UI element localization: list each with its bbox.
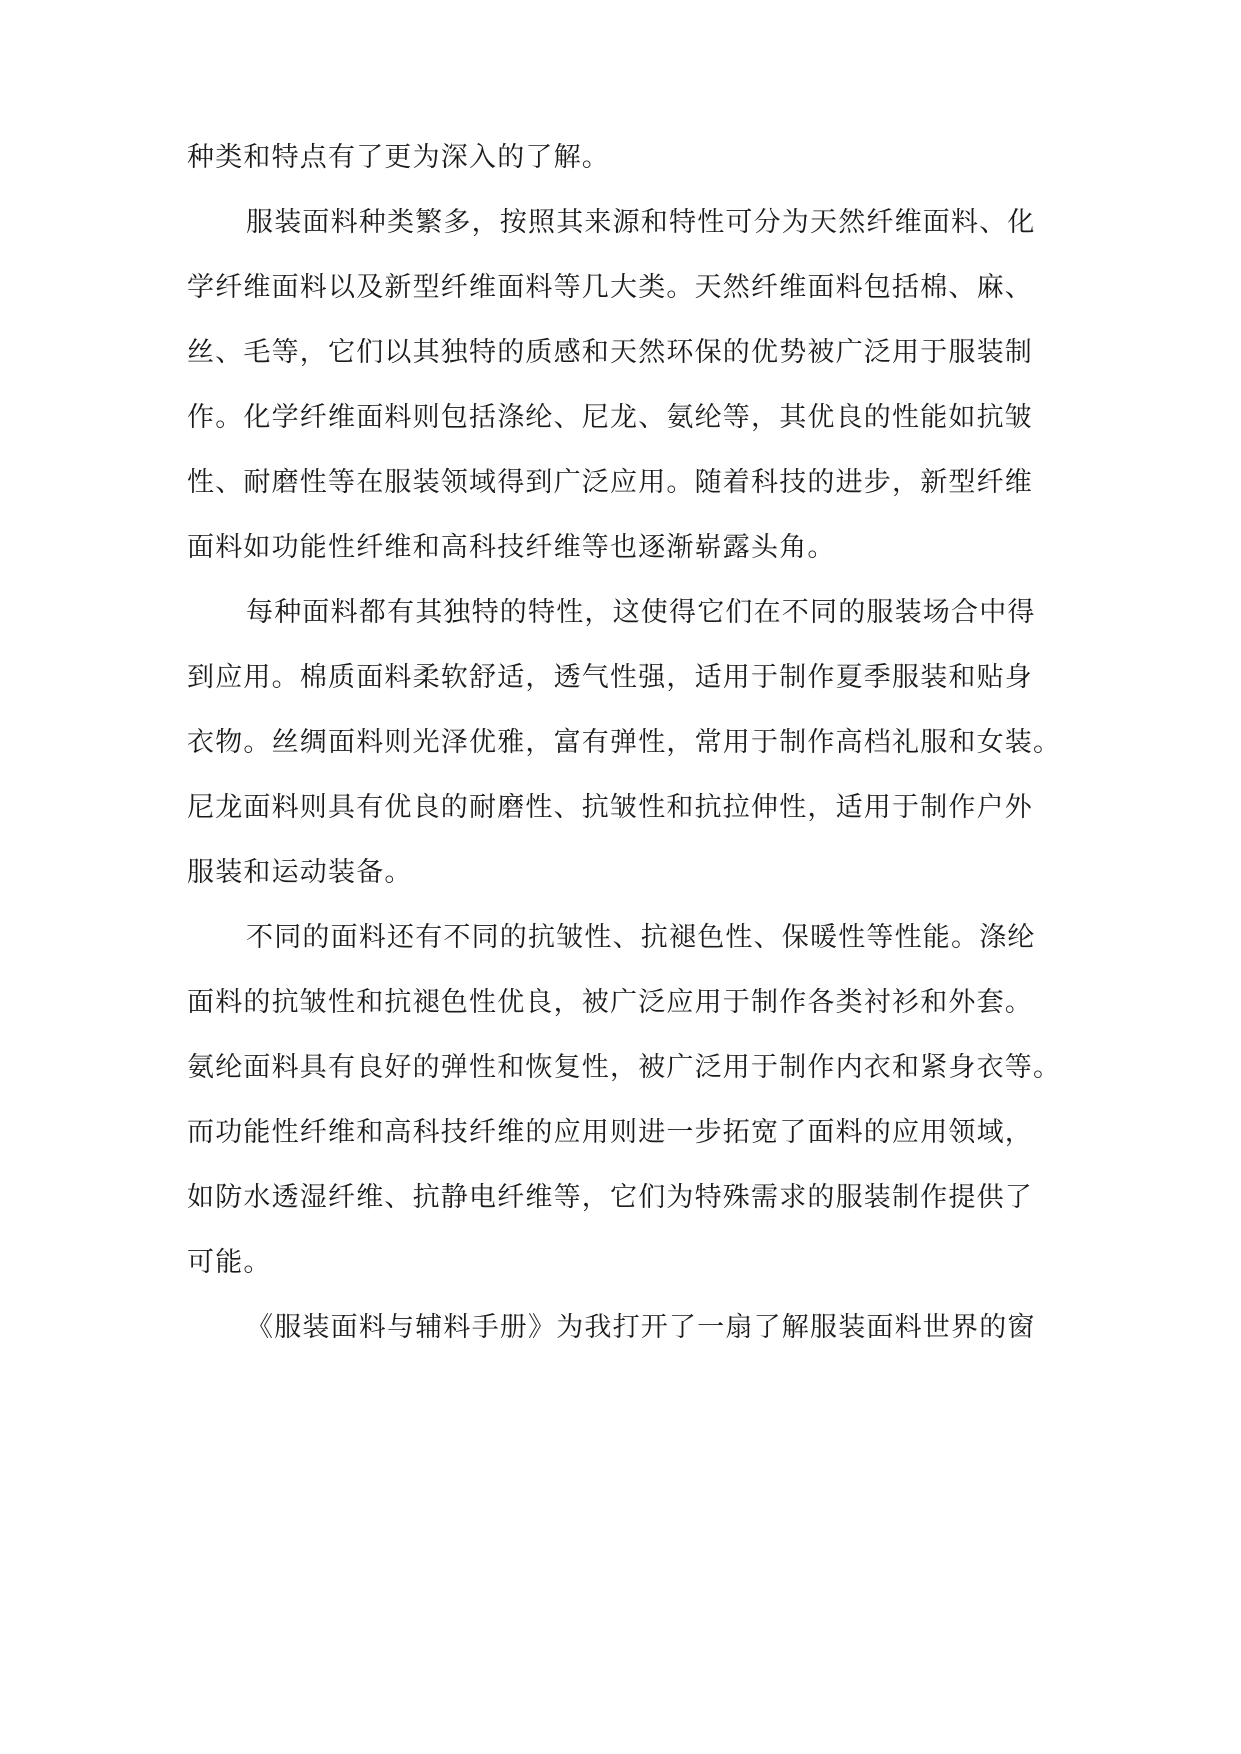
text-line: 种类和特点有了更为深入的了解。 [187, 142, 610, 173]
text-line: 丝、毛等，它们以其独特的质感和天然环保的优势被广泛用于服装制 [187, 337, 1033, 368]
text-line: 尼龙面料则具有优良的耐磨性、抗皱性和抗拉伸性，适用于制作户外 [187, 792, 1033, 823]
text-line: 面料的抗皱性和抗褪色性优良，被广泛应用于制作各类衬衫和外套。 [187, 987, 1033, 1018]
paragraph-first-line: 《服装面料与辅料手册》为我打开了一扇了解服装面料世界的窗 [246, 1312, 1036, 1343]
text-line: 衣物。丝绸面料则光泽优雅，富有弹性，常用于制作高档礼服和女装。 [187, 727, 1062, 758]
text-line: 氨纶面料具有良好的弹性和恢复性，被广泛用于制作内衣和紧身衣等。 [187, 1052, 1062, 1083]
text-line: 学纤维面料以及新型纤维面料等几大类。天然纤维面料包括棉、麻、 [187, 272, 1033, 303]
paragraph-first-line: 不同的面料还有不同的抗皱性、抗褪色性、保暖性等性能。涤纶 [246, 922, 1036, 953]
text-line: 服装和运动装备。 [187, 857, 413, 888]
text-line: 面料如功能性纤维和高科技纤维等也逐渐崭露头角。 [187, 532, 836, 563]
text-line: 如防水透湿纤维、抗静电纤维等，它们为特殊需求的服装制作提供了 [187, 1182, 1033, 1213]
text-line: 性、耐磨性等在服装领域得到广泛应用。随着科技的进步，新型纤维 [187, 467, 1033, 498]
paragraph-first-line: 服装面料种类繁多，按照其来源和特性可分为天然纤维面料、化 [246, 207, 1036, 238]
paragraph-first-line: 每种面料都有其独特的特性，这使得它们在不同的服装场合中得 [246, 597, 1036, 628]
text-line: 到应用。棉质面料柔软舒适，透气性强，适用于制作夏季服装和贴身 [187, 662, 1033, 693]
text-line: 而功能性纤维和高科技纤维的应用则进一步拓宽了面料的应用领域， [187, 1117, 1033, 1148]
text-line: 作。化学纤维面料则包括涤纶、尼龙、氨纶等，其优良的性能如抗皱 [187, 402, 1033, 433]
text-line: 可能。 [187, 1247, 272, 1278]
